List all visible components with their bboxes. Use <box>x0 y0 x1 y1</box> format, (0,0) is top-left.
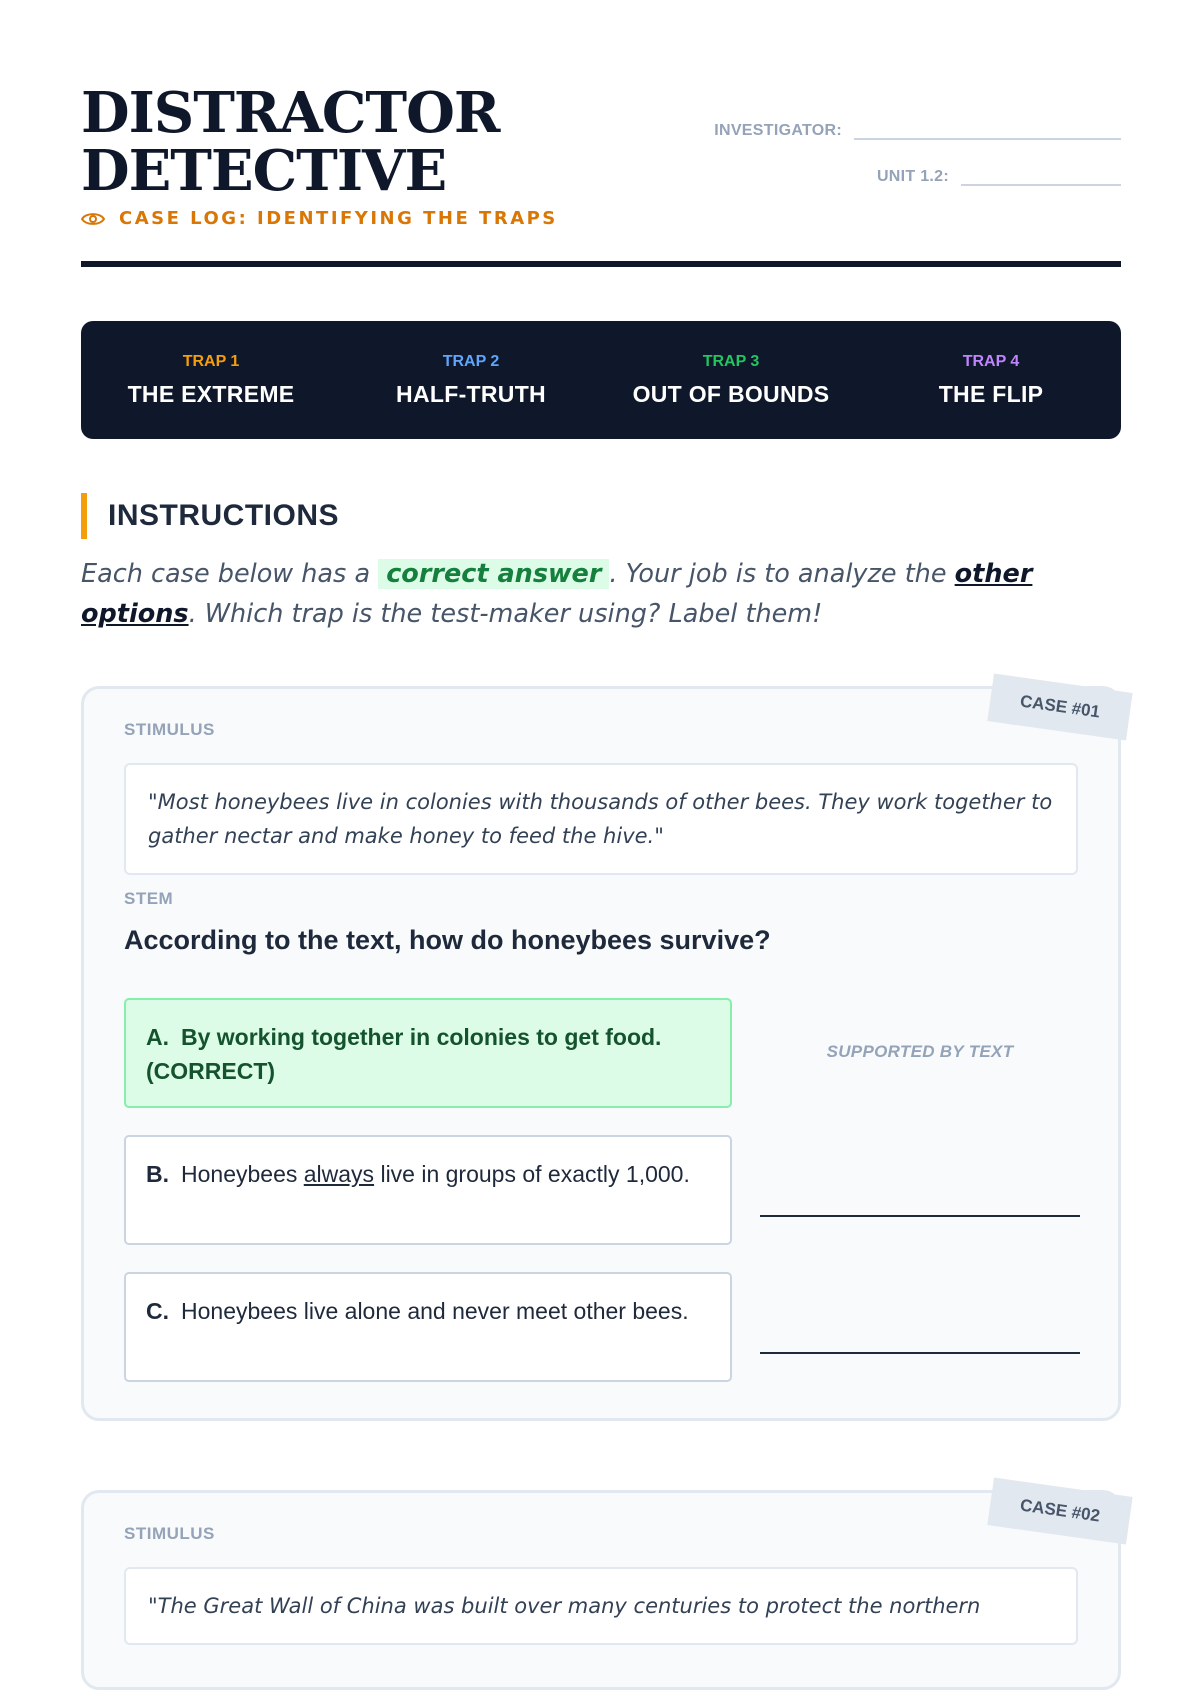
unit-input-line[interactable] <box>961 164 1121 186</box>
option-letter: B. <box>146 1161 169 1187</box>
case-card-1 <box>81 686 1121 1421</box>
trap-legend <box>81 321 1121 439</box>
instructions-part-3: . Which trap is the test-maker using? Label them! <box>188 599 823 629</box>
case-tag: CASE #02 <box>987 1477 1132 1544</box>
stem-label: STEM <box>124 889 174 908</box>
option-b[interactable] <box>124 1135 732 1245</box>
page-subtitle <box>81 208 558 229</box>
option-c-answer-line[interactable] <box>760 1352 1080 1354</box>
trap-3-number: TRAP 3 <box>702 352 760 370</box>
instructions-part-2: . Your job is to analyze the <box>609 559 955 589</box>
option-text-underlined: always <box>303 1161 375 1187</box>
option-a[interactable] <box>124 998 732 1108</box>
case-card-2 <box>81 1490 1121 1690</box>
option-text-before: Honeybees <box>181 1161 304 1187</box>
stimulus-box: "The Great Wall of China was built over many centuries to protect the northern <box>124 1567 1078 1645</box>
stimulus-label: STIMULUS <box>124 1524 215 1543</box>
investigator-label: INVESTIGATOR: <box>714 122 842 139</box>
stimulus-box: "Most honeybees live in colonies with thousands of other bees. They work together to gather nectar and make honey to feed the hive." <box>124 763 1078 875</box>
trap-3-name: OUT OF BOUNDS <box>632 380 830 407</box>
header-divider <box>81 261 1121 267</box>
trap-2-number: TRAP 2 <box>442 352 500 370</box>
stimulus-label: STIMULUS <box>124 720 215 739</box>
option-text: By working together in colonies to get food. (CORRECT) <box>146 1024 662 1084</box>
title-line-2: DETECTIVE <box>81 138 447 204</box>
instructions-part-1: Each case below has a <box>81 559 379 589</box>
unit-label: UNIT 1.2: <box>876 168 949 185</box>
case-tag: CASE #01 <box>987 673 1132 740</box>
option-a-note: SUPPORTED BY TEXT <box>826 1042 1014 1061</box>
other-options-emphasis: other options <box>81 559 1033 629</box>
trap-1-number: TRAP 1 <box>182 352 240 370</box>
eye-icon <box>81 211 105 227</box>
trap-4-number: TRAP 4 <box>962 352 1020 370</box>
trap-3 <box>601 321 861 439</box>
title-line-1: DISTRACTOR <box>81 80 500 146</box>
trap-4 <box>861 321 1121 439</box>
instructions-heading: INSTRUCTIONS <box>81 493 339 539</box>
option-letter: C. <box>146 1298 169 1324</box>
option-letter: A. <box>146 1024 169 1050</box>
page-header <box>81 80 1121 270</box>
correct-answer-highlight: correct answer <box>378 559 609 589</box>
unit-field <box>877 164 1121 186</box>
stem-question: According to the text, how do honeybees survive? <box>124 925 771 955</box>
trap-2-name: HALF-TRUTH <box>396 380 546 407</box>
subtitle-text: CASE LOG: IDENTIFYING THE TRAPS <box>119 208 558 229</box>
trap-1 <box>81 321 341 439</box>
option-text: Honeybees live alone and never meet other bees. <box>181 1298 689 1324</box>
investigator-field <box>714 118 1121 140</box>
trap-1-name: THE EXTREME <box>127 380 295 407</box>
option-c[interactable] <box>124 1272 732 1382</box>
trap-2 <box>341 321 601 439</box>
investigator-input-line[interactable] <box>854 118 1121 140</box>
option-text-after: live in groups of exactly 1,000. <box>374 1161 690 1187</box>
option-b-answer-line[interactable] <box>760 1215 1080 1217</box>
trap-4-name: THE FLIP <box>938 380 1044 407</box>
instructions-text <box>81 554 1131 634</box>
